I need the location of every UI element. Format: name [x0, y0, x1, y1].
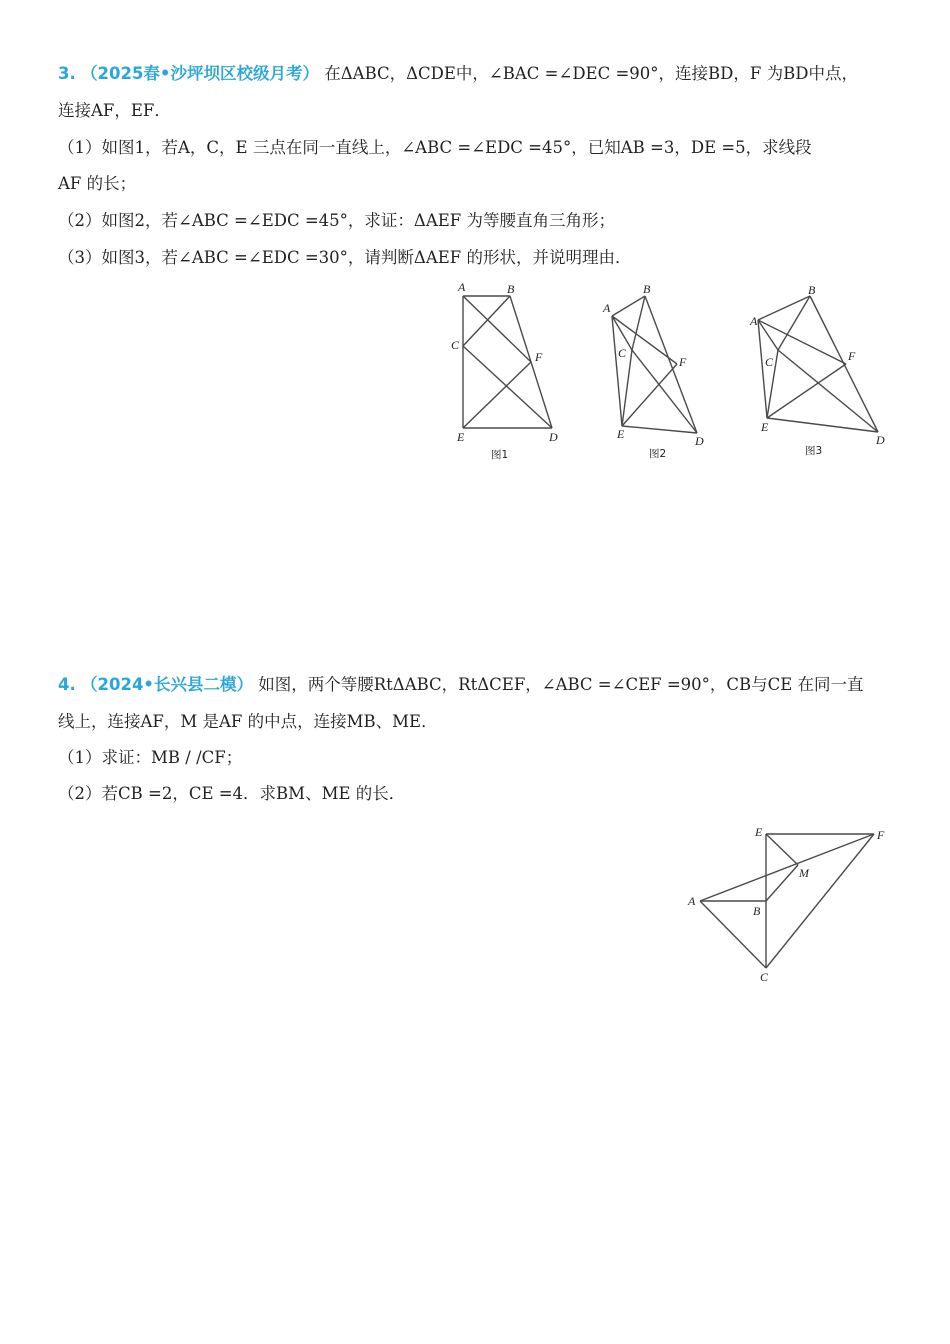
fig1-label-f: F — [535, 350, 543, 364]
fig2-label-b: B — [643, 282, 651, 296]
fig1-label-c: C — [451, 338, 460, 352]
fig4-label-m: M — [799, 866, 809, 880]
problem4-part1: （1）求证：MB / /CF； — [58, 748, 243, 767]
problem4-statement: 如图，两个等腰RtΔABC，RtΔCEF，∠ABC =∠CEF =90°，CB与CE 在同一直 — [258, 675, 864, 694]
fig2-caption: 图2 — [649, 448, 667, 460]
fig1-label-d: D — [549, 430, 558, 444]
fig3-label-f: F — [848, 349, 856, 363]
problem4-line1 — [58, 674, 864, 696]
fig3-label-d: D — [876, 433, 885, 447]
fig2-label-e: E — [617, 427, 625, 441]
problem3-part1-line2: AF 的长； — [58, 174, 137, 193]
fig1-label-e: E — [457, 430, 465, 444]
problem3-line2: 连接AF，EF． — [58, 101, 171, 120]
problem3-line1 — [58, 63, 858, 85]
problem3-figures — [440, 278, 900, 468]
problem4-part2: （2）若CB =2，CE =4．求BM、ME 的长． — [58, 784, 406, 803]
fig4-label-f: F — [877, 828, 885, 842]
problem3-part2: （2）如图2，若∠ABC =∠EDC =45°，求证：ΔAEF 为等腰直角三角形； — [58, 211, 615, 230]
fig1-label-a: A — [458, 280, 466, 294]
fig1-caption: 图1 — [491, 449, 509, 461]
fig3-caption: 图3 — [805, 445, 823, 457]
figure-3 — [749, 283, 885, 457]
problem3-statement: 在ΔABC，ΔCDE中，∠BAC =∠DEC =90°，连接BD，F 为BD中点， — [324, 64, 858, 83]
fig3-label-b: B — [808, 283, 816, 297]
fig3-label-e: E — [761, 420, 769, 434]
problem3-part1-line1: （1）如图1，若A，C，E 三点在同一直线上，∠ABC =∠EDC =45°，已知AB =3，DE =5，求线段 — [58, 138, 812, 157]
fig2-label-c: C — [618, 346, 627, 360]
figure-2 — [602, 282, 704, 460]
fig2-label-f: F — [679, 355, 687, 369]
problem4-number: 4. — [58, 675, 76, 694]
problem4-source: （2024•长兴县二模） — [81, 675, 253, 694]
fig2-label-d: D — [695, 434, 704, 448]
problem4-figure — [680, 820, 900, 990]
fig4-label-e: E — [755, 825, 763, 839]
problem3-part3: （3）如图3，若∠ABC =∠EDC =30°，请判断ΔAEF 的形状，并说明理由． — [58, 248, 632, 267]
fig3-label-a: A — [750, 314, 758, 328]
figure-1 — [451, 280, 558, 461]
fig2-label-a: A — [603, 301, 611, 315]
fig3-label-c: C — [765, 355, 774, 369]
problem3-source: （2025春•沙坪坝区校级月考） — [81, 64, 319, 83]
fig4-label-c: C — [760, 970, 769, 984]
problem3-number: 3. — [58, 64, 76, 83]
fig1-label-b: B — [507, 282, 515, 296]
problem4-line2: 线上，连接AF，M 是AF 的中点，连接MB、ME． — [58, 712, 438, 731]
fig4-label-a: A — [688, 894, 696, 908]
fig4-label-b: B — [753, 904, 761, 918]
